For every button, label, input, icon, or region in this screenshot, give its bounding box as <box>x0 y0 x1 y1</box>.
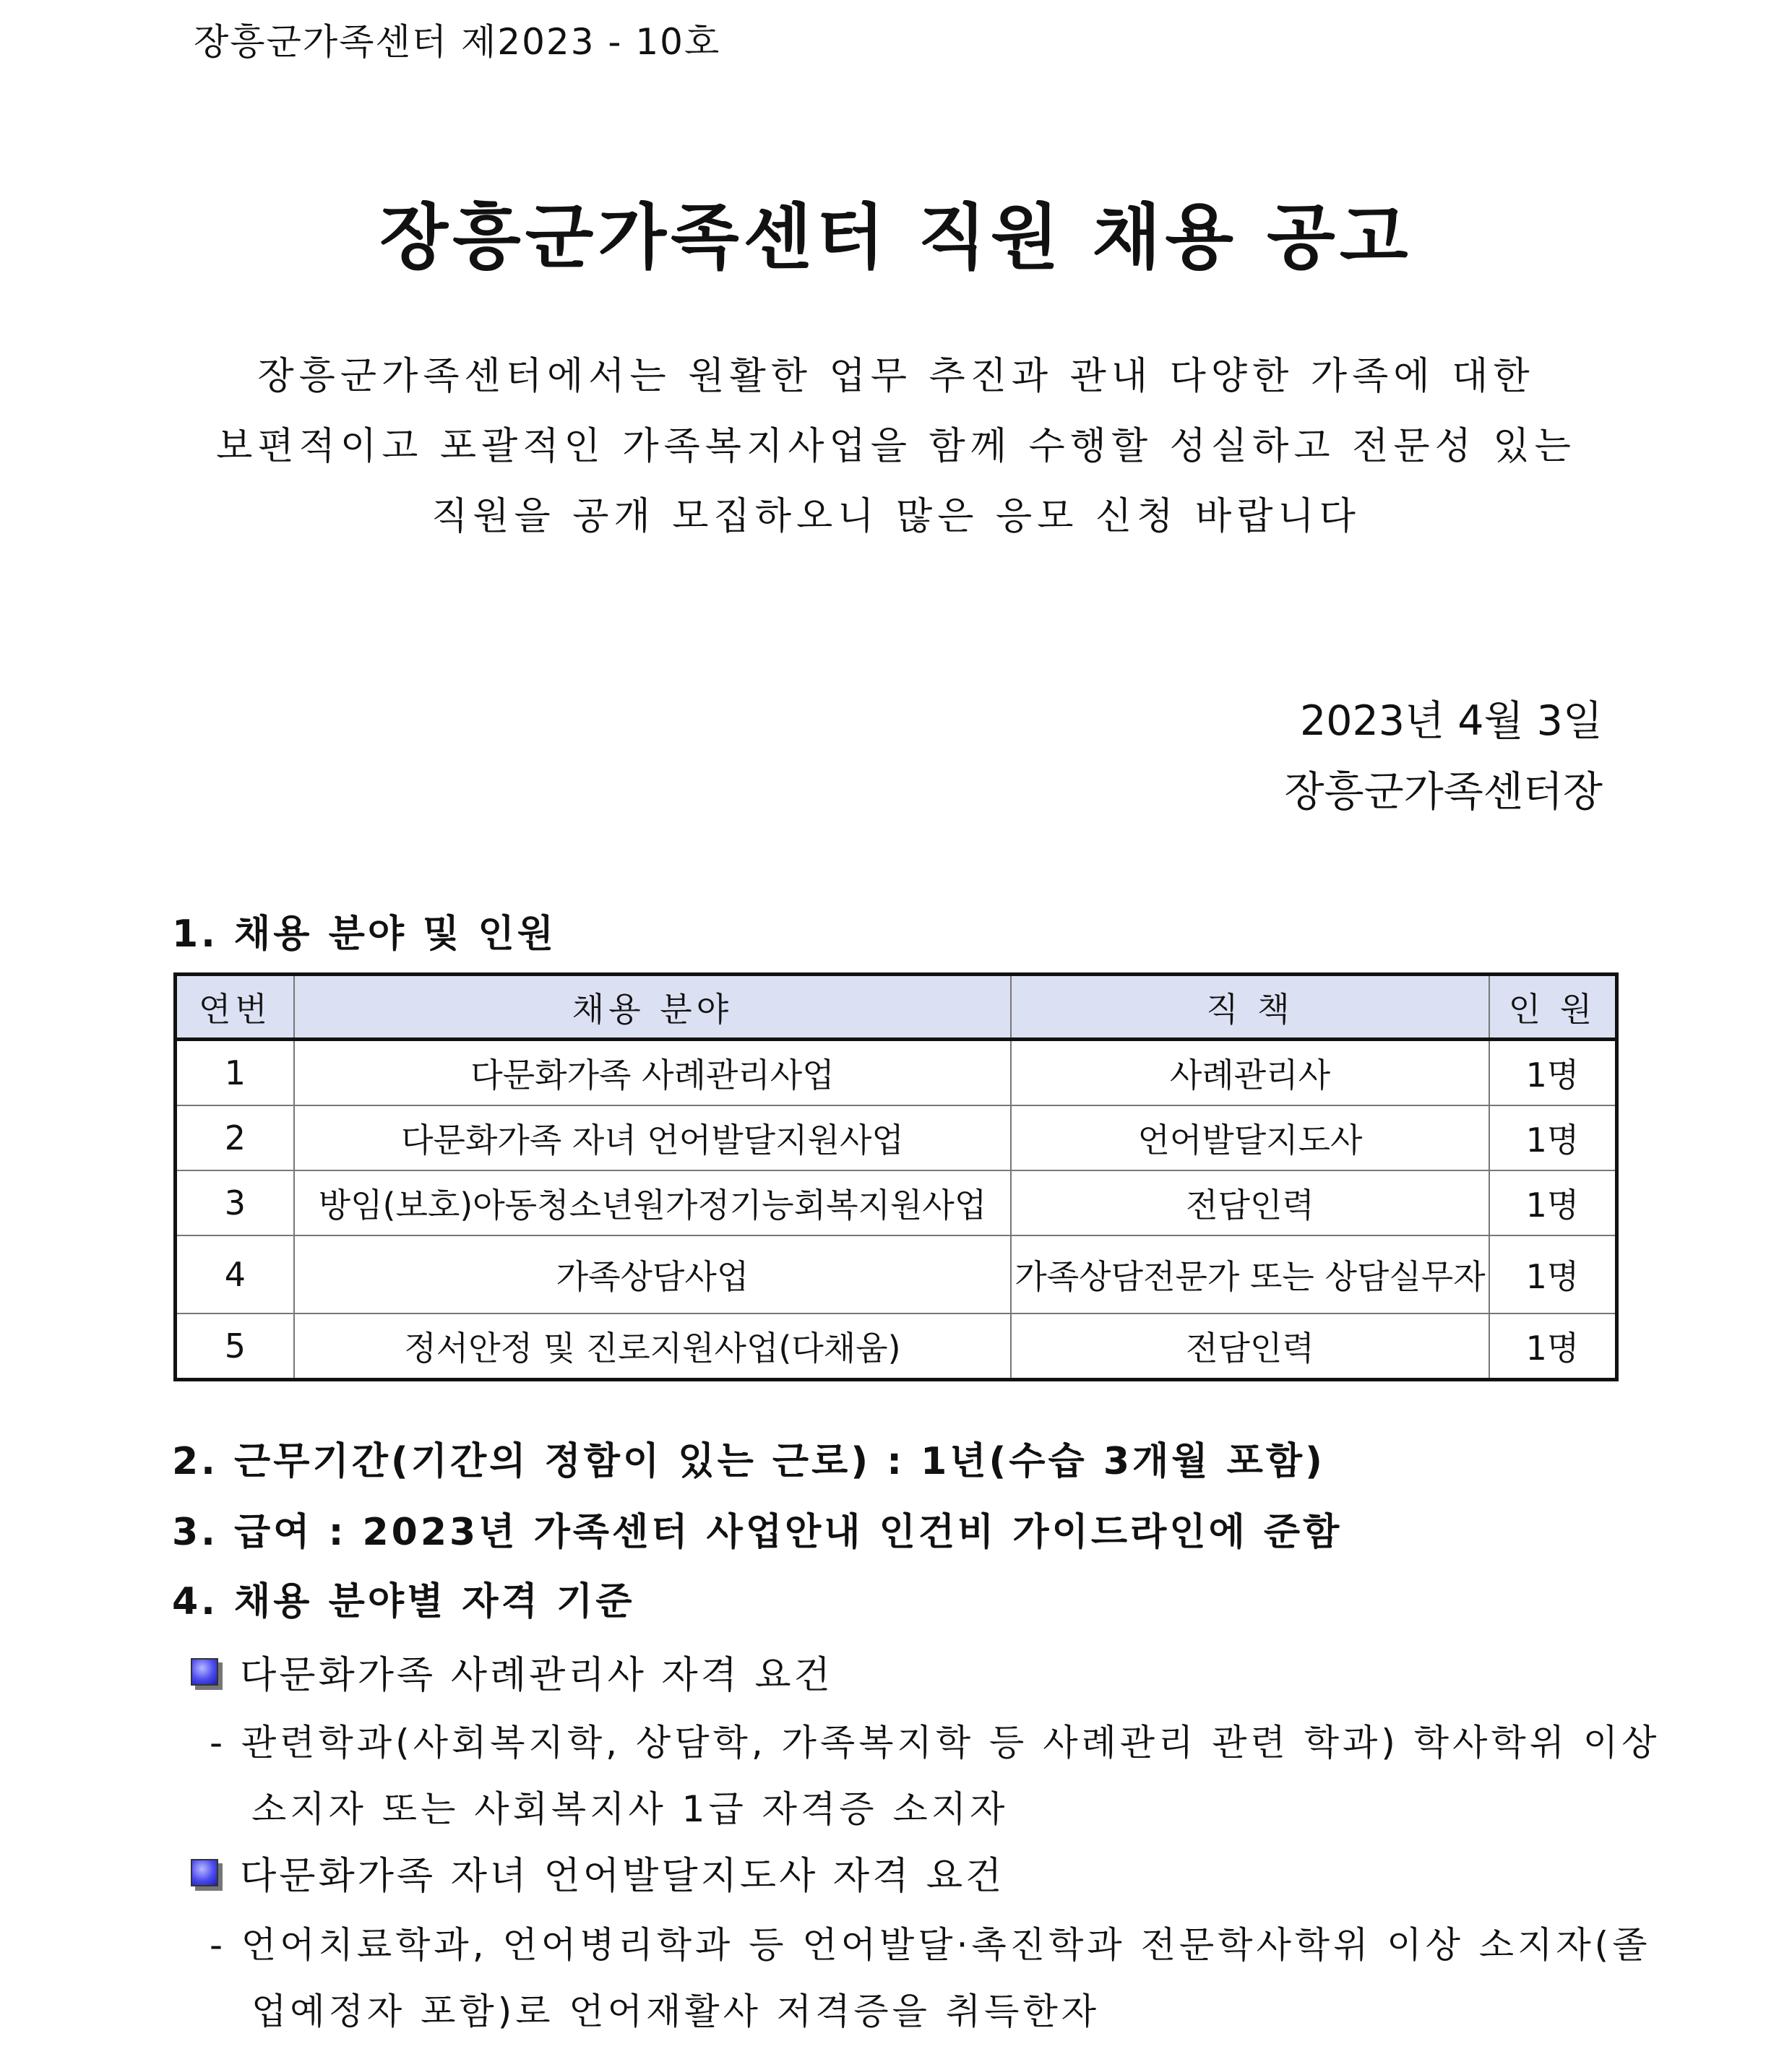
cell-position: 전담인력 <box>1011 1313 1489 1380</box>
cell-field: 가족상담사업 <box>294 1235 1011 1313</box>
cell-field: 다문화가족 자녀 언어발달지원사업 <box>294 1105 1011 1170</box>
cell-count: 1명 <box>1489 1313 1617 1380</box>
column-header-count: 인 원 <box>1489 975 1617 1040</box>
announcement-date: 2023년 4월 3일 <box>1299 697 1603 745</box>
section-3-salary: 3. 급여 : 2023년 가족센터 사업안내 인건비 가이드라인에 준함 <box>172 1511 1343 1554</box>
cell-count: 1명 <box>1489 1105 1617 1170</box>
table-row <box>176 1313 1617 1380</box>
cell-no: 2 <box>176 1105 294 1170</box>
table-row <box>176 1235 1617 1313</box>
recruitment-table <box>173 972 1619 1381</box>
cell-position: 가족상담전문가 또는 상담실무자 <box>1011 1235 1489 1313</box>
square-bullet-icon <box>191 1859 218 1886</box>
cell-count: 1명 <box>1489 1235 1617 1313</box>
qualification-title: 다문화가족 사례관리사 자격 요건 <box>240 1654 833 1697</box>
square-bullet-icon <box>191 1658 218 1686</box>
cell-position: 사례관리사 <box>1011 1040 1489 1106</box>
qualification-line: - 언어치료학과, 언어병리학과 등 언어발달·촉진학과 전문학사학위 이상 소지자(졸 <box>210 1924 1651 1966</box>
page-title: 장흥군가족센터 직원 채용 공고 <box>379 197 1413 279</box>
intro-line-3: 직원을 공개 모집하오니 많은 응모 신청 바랍니다 <box>431 495 1361 538</box>
qualification-line-continued: 소지자 또는 사회복지사 1급 자격증 소지자 <box>251 1788 1009 1830</box>
cell-no: 5 <box>176 1313 294 1380</box>
qualification-line: - 관련학과(사회복지학, 상담학, 가족복지학 등 사례관리 관련 학과) 학사학위 이상 <box>210 1722 1660 1764</box>
column-header-no: 연번 <box>176 975 294 1040</box>
cell-no: 1 <box>176 1040 294 1106</box>
cell-position: 언어발달지도사 <box>1011 1105 1489 1170</box>
document-number: 장흥군가족센터 제2023 - 10호 <box>194 21 721 63</box>
cell-field: 정서안정 및 진로지원사업(다채움) <box>294 1313 1011 1380</box>
cell-count: 1명 <box>1489 1040 1617 1106</box>
signer: 장흥군가족센터장 <box>1284 768 1603 816</box>
qualification-heading-case-manager <box>191 1644 833 1699</box>
cell-field: 방임(보호)아동청소년원가정기능회복지원사업 <box>294 1170 1011 1235</box>
intro-line-2: 보편적이고 포괄적인 가족복지사업을 함께 수행할 성실하고 전문성 있는 <box>216 425 1576 468</box>
cell-count: 1명 <box>1489 1170 1617 1235</box>
table-row <box>176 1040 1617 1106</box>
cell-no: 3 <box>176 1170 294 1235</box>
table-row <box>176 1170 1617 1235</box>
table-row <box>176 1105 1617 1170</box>
section-2-work-period: 2. 근무기간(기간의 정함이 있는 근로) : 1년(수습 3개월 포함) <box>172 1440 1325 1483</box>
qualification-line-continued: 업예정자 포함)로 언어재활사 저격증을 취득한자 <box>251 1990 1100 2032</box>
cell-position: 전담인력 <box>1011 1170 1489 1235</box>
qualification-heading-language-instructor <box>191 1845 1004 1899</box>
column-header-field: 채용 분야 <box>294 975 1011 1040</box>
qualification-title: 다문화가족 자녀 언어발달지도사 자격 요건 <box>240 1855 1005 1898</box>
intro-line-1: 장흥군가족센터에서는 원활한 업무 추진과 관내 다양한 가족에 대한 <box>257 355 1535 398</box>
section-1-heading: 1. 채용 분야 및 인원 <box>172 913 556 956</box>
table-header-row <box>176 975 1617 1040</box>
cell-field: 다문화가족 사례관리사업 <box>294 1040 1011 1106</box>
section-4-heading: 4. 채용 분야별 자격 기준 <box>172 1580 635 1623</box>
column-header-position: 직 책 <box>1011 975 1489 1040</box>
cell-no: 4 <box>176 1235 294 1313</box>
